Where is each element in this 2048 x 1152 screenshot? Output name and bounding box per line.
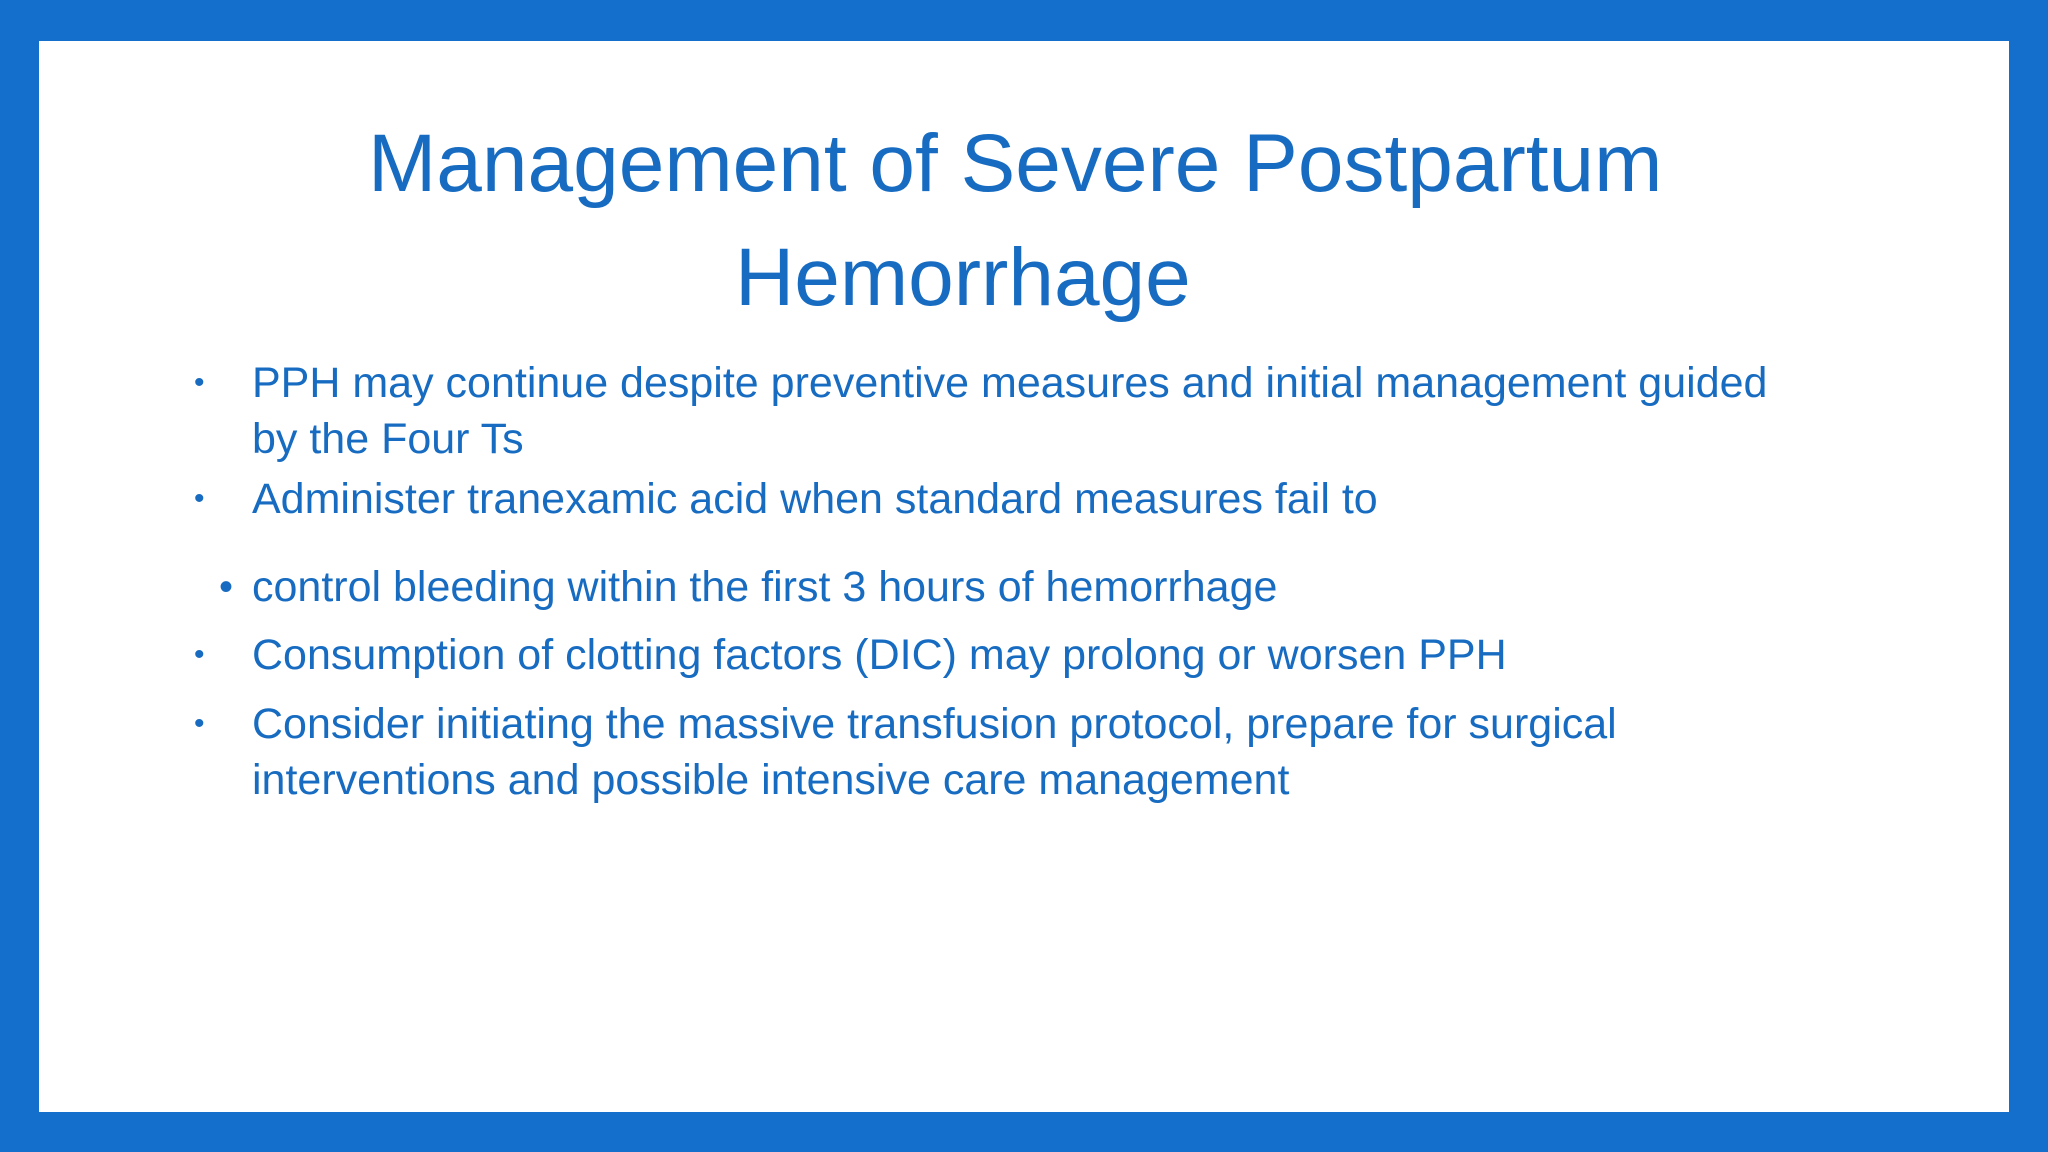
bullet-icon: • — [194, 707, 205, 740]
slide-title-line-2: Hemorrhage — [735, 232, 1191, 323]
bullet-text: Administer tranexamic acid when standard measures fail to — [252, 475, 1378, 523]
bullet-icon: • — [194, 638, 205, 671]
bullet-text: Consumption of clotting factors (DIC) may prolong or worsen PPH — [252, 631, 1507, 679]
bullet-text: control bleeding within the first 3 hours of hemorrhage — [252, 563, 1278, 611]
bullet-icon: • — [219, 565, 234, 609]
bullet-list — [39, 41, 2009, 1112]
slide-canvas — [39, 41, 2009, 1112]
bullet-text: PPH may continue despite preventive measures and initial management guided by the Four Ts — [252, 359, 1768, 463]
bullet-icon: • — [194, 482, 205, 515]
bullet-icon: • — [194, 366, 205, 399]
slide-title-line-1: Management of Severe Postpartum — [368, 118, 1663, 209]
bullet-text: Consider initiating the massive transfusion protocol, prepare for surgical interventions and possible intensive care management — [252, 700, 1617, 804]
